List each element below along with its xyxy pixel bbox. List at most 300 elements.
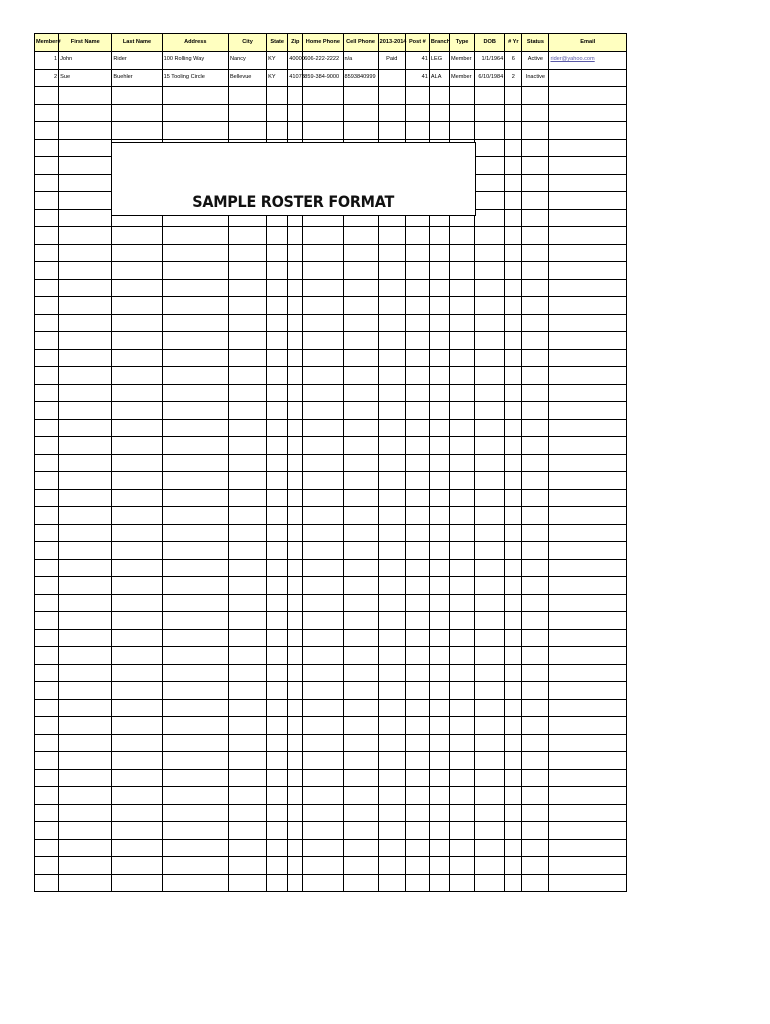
empty-cell[interactable] <box>288 647 303 665</box>
empty-cell[interactable] <box>35 174 59 192</box>
empty-cell[interactable] <box>505 472 522 490</box>
empty-cell[interactable] <box>450 262 475 280</box>
empty-cell[interactable] <box>378 577 405 595</box>
empty-cell[interactable] <box>59 349 112 367</box>
empty-cell[interactable] <box>303 839 343 857</box>
empty-cell[interactable] <box>549 612 627 630</box>
empty-cell[interactable] <box>112 472 162 490</box>
empty-cell[interactable] <box>59 542 112 560</box>
empty-cell[interactable] <box>35 104 59 122</box>
empty-cell[interactable] <box>303 332 343 350</box>
empty-cell[interactable] <box>59 664 112 682</box>
empty-cell[interactable] <box>343 262 378 280</box>
empty-cell[interactable] <box>343 717 378 735</box>
empty-cell[interactable] <box>522 349 549 367</box>
empty-cell[interactable] <box>522 87 549 105</box>
empty-cell[interactable] <box>475 804 505 822</box>
empty-cell[interactable] <box>303 87 343 105</box>
empty-cell[interactable] <box>228 542 266 560</box>
empty-cell[interactable] <box>505 874 522 892</box>
empty-cell[interactable] <box>343 857 378 875</box>
empty-cell[interactable] <box>343 314 378 332</box>
empty-cell[interactable] <box>288 227 303 245</box>
empty-cell[interactable] <box>405 787 429 805</box>
empty-cell[interactable] <box>475 594 505 612</box>
empty-cell[interactable] <box>288 542 303 560</box>
empty-cell[interactable] <box>267 699 288 717</box>
empty-cell[interactable] <box>405 629 429 647</box>
empty-cell[interactable] <box>162 367 228 385</box>
empty-cell[interactable] <box>475 349 505 367</box>
empty-cell[interactable] <box>405 839 429 857</box>
empty-cell[interactable] <box>378 402 405 420</box>
empty-cell[interactable] <box>378 804 405 822</box>
empty-cell[interactable] <box>228 402 266 420</box>
empty-cell[interactable] <box>35 472 59 490</box>
empty-cell[interactable] <box>288 104 303 122</box>
empty-cell[interactable] <box>450 297 475 315</box>
empty-cell[interactable] <box>35 209 59 227</box>
empty-cell[interactable] <box>505 87 522 105</box>
empty-cell[interactable] <box>549 857 627 875</box>
empty-cell[interactable] <box>549 279 627 297</box>
empty-cell[interactable] <box>35 349 59 367</box>
empty-cell[interactable] <box>405 682 429 700</box>
empty-cell[interactable] <box>475 769 505 787</box>
empty-cell[interactable] <box>405 507 429 525</box>
empty-cell[interactable] <box>35 262 59 280</box>
empty-cell[interactable] <box>162 594 228 612</box>
empty-cell[interactable] <box>549 559 627 577</box>
empty-cell[interactable] <box>112 297 162 315</box>
empty-cell[interactable] <box>162 122 228 140</box>
empty-cell[interactable] <box>475 384 505 402</box>
empty-cell[interactable] <box>228 87 266 105</box>
empty-cell[interactable] <box>267 489 288 507</box>
empty-cell[interactable] <box>112 857 162 875</box>
empty-cell[interactable] <box>288 244 303 262</box>
empty-cell[interactable] <box>450 279 475 297</box>
empty-cell[interactable] <box>475 717 505 735</box>
empty-cell[interactable] <box>522 769 549 787</box>
empty-cell[interactable] <box>343 787 378 805</box>
empty-cell[interactable] <box>378 279 405 297</box>
empty-cell[interactable] <box>303 314 343 332</box>
empty-cell[interactable] <box>267 507 288 525</box>
empty-cell[interactable] <box>288 612 303 630</box>
empty-cell[interactable] <box>505 507 522 525</box>
empty-cell[interactable] <box>475 664 505 682</box>
empty-cell[interactable] <box>59 402 112 420</box>
empty-cell[interactable] <box>505 157 522 175</box>
empty-cell[interactable] <box>429 87 449 105</box>
empty-cell[interactable] <box>549 104 627 122</box>
empty-cell[interactable] <box>59 209 112 227</box>
empty-cell[interactable] <box>288 857 303 875</box>
empty-cell[interactable] <box>228 822 266 840</box>
empty-cell[interactable] <box>522 174 549 192</box>
empty-cell[interactable] <box>35 629 59 647</box>
empty-cell[interactable] <box>475 367 505 385</box>
empty-cell[interactable] <box>522 629 549 647</box>
empty-cell[interactable] <box>405 104 429 122</box>
empty-cell[interactable] <box>228 489 266 507</box>
empty-cell[interactable] <box>429 769 449 787</box>
empty-cell[interactable] <box>549 664 627 682</box>
empty-cell[interactable] <box>505 769 522 787</box>
cell-state[interactable]: KY <box>267 52 288 70</box>
empty-cell[interactable] <box>59 437 112 455</box>
empty-cell[interactable] <box>343 647 378 665</box>
empty-cell[interactable] <box>429 559 449 577</box>
empty-cell[interactable] <box>343 227 378 245</box>
col-header-home-phone[interactable]: Home Phone <box>303 34 343 52</box>
cell-years[interactable]: 2 <box>505 69 522 87</box>
empty-cell[interactable] <box>549 367 627 385</box>
empty-cell[interactable] <box>303 664 343 682</box>
empty-cell[interactable] <box>267 402 288 420</box>
empty-cell[interactable] <box>505 227 522 245</box>
empty-cell[interactable] <box>343 489 378 507</box>
empty-cell[interactable] <box>59 804 112 822</box>
empty-cell[interactable] <box>303 577 343 595</box>
empty-cell[interactable] <box>505 192 522 210</box>
empty-cell[interactable] <box>35 752 59 770</box>
empty-cell[interactable] <box>475 752 505 770</box>
empty-cell[interactable] <box>267 279 288 297</box>
empty-cell[interactable] <box>267 349 288 367</box>
empty-cell[interactable] <box>343 524 378 542</box>
empty-cell[interactable] <box>112 612 162 630</box>
empty-cell[interactable] <box>429 507 449 525</box>
cell-zip[interactable]: 41073 <box>288 69 303 87</box>
empty-cell[interactable] <box>505 664 522 682</box>
empty-cell[interactable] <box>505 717 522 735</box>
empty-cell[interactable] <box>162 384 228 402</box>
empty-cell[interactable] <box>288 769 303 787</box>
empty-cell[interactable] <box>343 437 378 455</box>
empty-cell[interactable] <box>267 857 288 875</box>
empty-cell[interactable] <box>378 489 405 507</box>
empty-cell[interactable] <box>288 384 303 402</box>
empty-cell[interactable] <box>475 612 505 630</box>
empty-cell[interactable] <box>112 717 162 735</box>
empty-cell[interactable] <box>35 437 59 455</box>
empty-cell[interactable] <box>505 857 522 875</box>
empty-cell[interactable] <box>59 752 112 770</box>
empty-cell[interactable] <box>378 297 405 315</box>
empty-cell[interactable] <box>162 227 228 245</box>
empty-cell[interactable] <box>162 314 228 332</box>
empty-cell[interactable] <box>112 682 162 700</box>
empty-cell[interactable] <box>59 559 112 577</box>
empty-cell[interactable] <box>288 314 303 332</box>
empty-cell[interactable] <box>343 559 378 577</box>
empty-cell[interactable] <box>112 279 162 297</box>
empty-cell[interactable] <box>162 559 228 577</box>
empty-cell[interactable] <box>522 524 549 542</box>
empty-cell[interactable] <box>475 157 505 175</box>
empty-cell[interactable] <box>267 804 288 822</box>
empty-cell[interactable] <box>228 314 266 332</box>
empty-cell[interactable] <box>505 279 522 297</box>
empty-cell[interactable] <box>378 594 405 612</box>
cell-first-name[interactable]: Sue <box>59 69 112 87</box>
empty-cell[interactable] <box>522 822 549 840</box>
empty-cell[interactable] <box>228 244 266 262</box>
empty-cell[interactable] <box>475 699 505 717</box>
empty-cell[interactable] <box>429 437 449 455</box>
empty-cell[interactable] <box>450 367 475 385</box>
empty-cell[interactable] <box>35 314 59 332</box>
empty-cell[interactable] <box>429 664 449 682</box>
empty-cell[interactable] <box>228 682 266 700</box>
empty-cell[interactable] <box>505 419 522 437</box>
empty-cell[interactable] <box>162 244 228 262</box>
empty-cell[interactable] <box>522 472 549 490</box>
empty-cell[interactable] <box>35 857 59 875</box>
empty-cell[interactable] <box>343 297 378 315</box>
empty-cell[interactable] <box>35 297 59 315</box>
empty-cell[interactable] <box>228 769 266 787</box>
empty-cell[interactable] <box>522 664 549 682</box>
cell-home-phone[interactable]: 859-384-9000 <box>303 69 343 87</box>
cell-cell-phone[interactable]: n/a <box>343 52 378 70</box>
empty-cell[interactable] <box>549 752 627 770</box>
empty-cell[interactable] <box>303 367 343 385</box>
cell-home-phone[interactable]: 606-222-2222 <box>303 52 343 70</box>
empty-cell[interactable] <box>35 367 59 385</box>
empty-cell[interactable] <box>343 384 378 402</box>
empty-cell[interactable] <box>450 524 475 542</box>
empty-cell[interactable] <box>288 699 303 717</box>
empty-cell[interactable] <box>475 839 505 857</box>
empty-cell[interactable] <box>228 874 266 892</box>
empty-cell[interactable] <box>378 122 405 140</box>
empty-cell[interactable] <box>549 122 627 140</box>
empty-cell[interactable] <box>549 332 627 350</box>
empty-cell[interactable] <box>59 244 112 262</box>
empty-cell[interactable] <box>475 559 505 577</box>
empty-cell[interactable] <box>450 542 475 560</box>
empty-cell[interactable] <box>303 717 343 735</box>
empty-cell[interactable] <box>522 384 549 402</box>
empty-cell[interactable] <box>405 664 429 682</box>
empty-cell[interactable] <box>59 419 112 437</box>
empty-cell[interactable] <box>162 804 228 822</box>
empty-cell[interactable] <box>522 874 549 892</box>
empty-cell[interactable] <box>59 577 112 595</box>
empty-cell[interactable] <box>378 682 405 700</box>
cell-city[interactable]: Bellevue <box>228 69 266 87</box>
empty-cell[interactable] <box>429 297 449 315</box>
empty-cell[interactable] <box>59 262 112 280</box>
empty-cell[interactable] <box>228 279 266 297</box>
empty-cell[interactable] <box>112 542 162 560</box>
email-link[interactable]: rider@yahoo.com <box>550 56 595 63</box>
empty-cell[interactable] <box>378 699 405 717</box>
empty-cell[interactable] <box>475 857 505 875</box>
empty-cell[interactable] <box>267 559 288 577</box>
empty-cell[interactable] <box>267 682 288 700</box>
empty-cell[interactable] <box>405 524 429 542</box>
empty-cell[interactable] <box>343 122 378 140</box>
empty-cell[interactable] <box>288 279 303 297</box>
cell-email[interactable] <box>549 52 627 70</box>
cell-cell-phone[interactable]: 8593840999 <box>343 69 378 87</box>
empty-cell[interactable] <box>429 262 449 280</box>
empty-cell[interactable] <box>405 577 429 595</box>
empty-cell[interactable] <box>429 419 449 437</box>
empty-cell[interactable] <box>522 279 549 297</box>
empty-cell[interactable] <box>112 87 162 105</box>
empty-cell[interactable] <box>475 297 505 315</box>
empty-cell[interactable] <box>405 314 429 332</box>
empty-cell[interactable] <box>549 157 627 175</box>
empty-cell[interactable] <box>35 822 59 840</box>
empty-cell[interactable] <box>405 699 429 717</box>
empty-cell[interactable] <box>378 822 405 840</box>
empty-cell[interactable] <box>35 157 59 175</box>
empty-cell[interactable] <box>228 717 266 735</box>
empty-cell[interactable] <box>405 717 429 735</box>
empty-cell[interactable] <box>112 104 162 122</box>
cell-post-number[interactable]: 41 <box>405 69 429 87</box>
empty-cell[interactable] <box>112 122 162 140</box>
empty-cell[interactable] <box>429 454 449 472</box>
empty-cell[interactable] <box>59 647 112 665</box>
empty-cell[interactable] <box>378 717 405 735</box>
empty-cell[interactable] <box>303 682 343 700</box>
empty-cell[interactable] <box>35 717 59 735</box>
empty-cell[interactable] <box>267 332 288 350</box>
empty-cell[interactable] <box>505 734 522 752</box>
empty-cell[interactable] <box>429 122 449 140</box>
empty-cell[interactable] <box>549 349 627 367</box>
empty-cell[interactable] <box>429 629 449 647</box>
empty-cell[interactable] <box>450 87 475 105</box>
empty-cell[interactable] <box>288 472 303 490</box>
col-header-address[interactable]: Address <box>162 34 228 52</box>
empty-cell[interactable] <box>59 367 112 385</box>
empty-cell[interactable] <box>303 734 343 752</box>
empty-cell[interactable] <box>112 489 162 507</box>
empty-cell[interactable] <box>343 699 378 717</box>
empty-cell[interactable] <box>288 454 303 472</box>
cell-type[interactable]: Member <box>450 69 475 87</box>
empty-cell[interactable] <box>522 594 549 612</box>
empty-cell[interactable] <box>429 682 449 700</box>
empty-cell[interactable] <box>267 839 288 857</box>
empty-cell[interactable] <box>450 472 475 490</box>
empty-cell[interactable] <box>405 734 429 752</box>
col-header-member-number[interactable]: Member# <box>35 34 59 52</box>
empty-cell[interactable] <box>505 244 522 262</box>
empty-cell[interactable] <box>429 489 449 507</box>
empty-cell[interactable] <box>267 594 288 612</box>
empty-cell[interactable] <box>59 279 112 297</box>
cell-address[interactable]: 15 Tooling Circle <box>162 69 228 87</box>
empty-cell[interactable] <box>475 209 505 227</box>
cell-branch[interactable]: ALA <box>429 69 449 87</box>
empty-cell[interactable] <box>343 402 378 420</box>
empty-cell[interactable] <box>35 244 59 262</box>
empty-cell[interactable] <box>522 262 549 280</box>
empty-cell[interactable] <box>267 577 288 595</box>
empty-cell[interactable] <box>162 874 228 892</box>
empty-cell[interactable] <box>405 822 429 840</box>
empty-cell[interactable] <box>450 612 475 630</box>
empty-cell[interactable] <box>59 174 112 192</box>
empty-cell[interactable] <box>59 489 112 507</box>
empty-cell[interactable] <box>288 682 303 700</box>
empty-cell[interactable] <box>59 332 112 350</box>
empty-cell[interactable] <box>505 804 522 822</box>
empty-cell[interactable] <box>378 839 405 857</box>
empty-cell[interactable] <box>475 787 505 805</box>
empty-cell[interactable] <box>549 682 627 700</box>
empty-cell[interactable] <box>378 559 405 577</box>
empty-cell[interactable] <box>522 227 549 245</box>
empty-cell[interactable] <box>522 314 549 332</box>
empty-cell[interactable] <box>228 419 266 437</box>
empty-cell[interactable] <box>343 839 378 857</box>
empty-cell[interactable] <box>405 752 429 770</box>
empty-cell[interactable] <box>35 419 59 437</box>
empty-cell[interactable] <box>112 629 162 647</box>
empty-cell[interactable] <box>549 402 627 420</box>
empty-cell[interactable] <box>378 244 405 262</box>
empty-cell[interactable] <box>378 437 405 455</box>
empty-cell[interactable] <box>112 524 162 542</box>
empty-cell[interactable] <box>475 542 505 560</box>
cell-dob[interactable]: 1/1/1964 <box>475 52 505 70</box>
empty-cell[interactable] <box>267 472 288 490</box>
empty-cell[interactable] <box>522 157 549 175</box>
empty-cell[interactable] <box>343 629 378 647</box>
empty-cell[interactable] <box>450 734 475 752</box>
cell-first-name[interactable]: John <box>59 52 112 70</box>
empty-cell[interactable] <box>475 87 505 105</box>
empty-cell[interactable] <box>429 804 449 822</box>
empty-cell[interactable] <box>112 752 162 770</box>
empty-cell[interactable] <box>343 279 378 297</box>
empty-cell[interactable] <box>378 787 405 805</box>
empty-cell[interactable] <box>303 349 343 367</box>
empty-cell[interactable] <box>429 349 449 367</box>
empty-cell[interactable] <box>475 489 505 507</box>
empty-cell[interactable] <box>303 244 343 262</box>
empty-cell[interactable] <box>228 647 266 665</box>
empty-cell[interactable] <box>228 857 266 875</box>
empty-cell[interactable] <box>505 699 522 717</box>
cell-address[interactable]: 100 Rolling Way <box>162 52 228 70</box>
empty-cell[interactable] <box>429 332 449 350</box>
empty-cell[interactable] <box>475 332 505 350</box>
empty-cell[interactable] <box>35 87 59 105</box>
empty-cell[interactable] <box>35 559 59 577</box>
empty-cell[interactable] <box>549 577 627 595</box>
empty-cell[interactable] <box>378 472 405 490</box>
empty-cell[interactable] <box>59 87 112 105</box>
empty-cell[interactable] <box>549 174 627 192</box>
empty-cell[interactable] <box>549 87 627 105</box>
empty-cell[interactable] <box>475 419 505 437</box>
empty-cell[interactable] <box>303 699 343 717</box>
empty-cell[interactable] <box>450 787 475 805</box>
empty-cell[interactable] <box>228 524 266 542</box>
empty-cell[interactable] <box>405 594 429 612</box>
